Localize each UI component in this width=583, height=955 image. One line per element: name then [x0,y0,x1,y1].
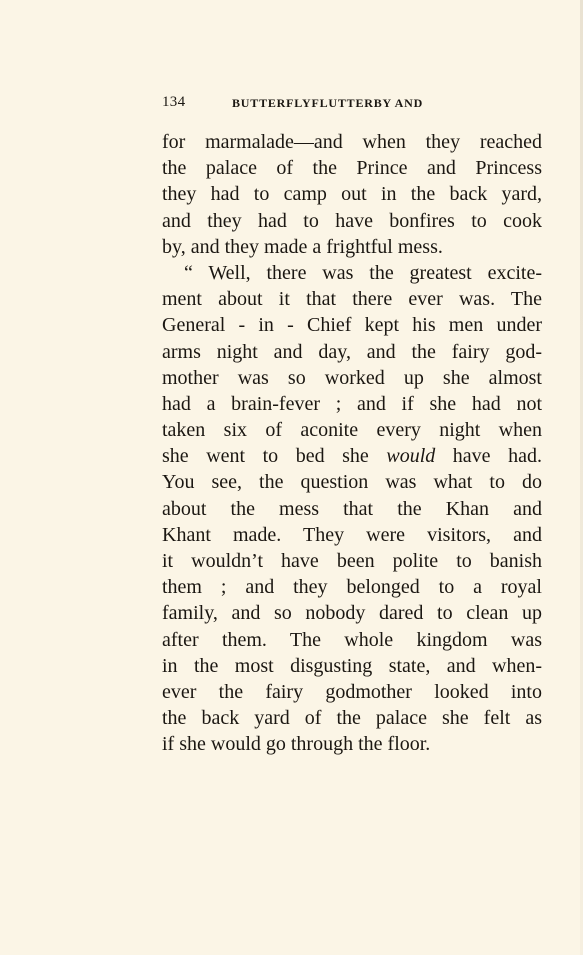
text-line: ever the fairy godmother looked into [162,680,542,703]
text-line: they had to camp out in the back yard, [162,183,542,206]
text-line: “ Well, there was the greatest excite- [184,261,542,284]
text-line: by, and they made a frightful mess. [162,235,443,258]
text-line: General - in - Chief kept his men under [162,314,542,337]
body-text [162,129,542,758]
text-segment: have had. [435,445,542,468]
text-line: arms night and day, and the fairy god- [162,340,542,363]
text-line: for marmalade—and when they reached [162,131,542,153]
text-line: the back yard of the palace she felt as [162,707,542,730]
text-line: family, and so nobody dared to clean up [162,602,542,625]
running-head: BUTTERFLYFLUTTERBY AND [232,96,424,110]
text-line: about the mess that the Khan and [162,497,542,520]
text-line: it wouldn’t have been polite to banish [162,550,542,572]
text-line: mother was so worked up she almost [162,366,542,389]
text-line: in the most disgusting state, and when- [162,654,542,677]
text-line: had a brain-fever ; and if she had not [162,392,542,415]
text-line: if she would go through the floor. [162,733,431,756]
text-line: Khant made. They were visitors, and [162,523,542,546]
text-segment: she went to bed she [162,445,387,468]
text-line: after them. The whole kingdom was [162,628,542,651]
text-line: and they had to have bonfires to cook [162,209,542,232]
italic-word: would [386,445,436,468]
text-line: taken six of aconite every night when [162,419,542,442]
page-header [162,94,542,112]
page-number: 134 [162,94,186,110]
text-line: You see, the question was what to do [162,471,542,494]
text-line [162,443,542,469]
text-line: the palace of the Prince and Princess [162,157,542,180]
text-line: them ; and they belonged to a royal [162,576,542,599]
text-line: ment about it that there ever was. The [162,288,542,311]
